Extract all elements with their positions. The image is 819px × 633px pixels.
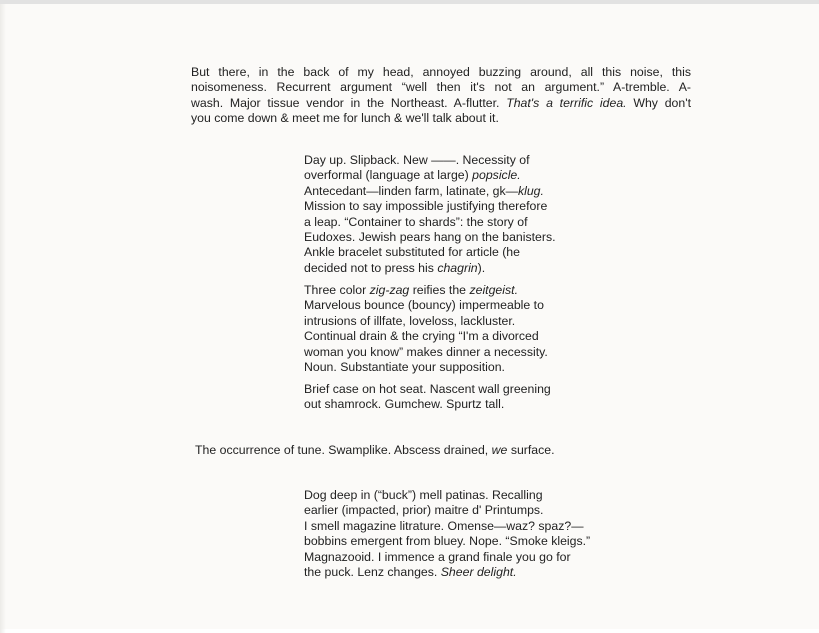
stanza-3 — [304, 382, 644, 413]
italic-word: klug. — [517, 183, 544, 198]
text-line-with-italic — [304, 565, 644, 580]
text-line: intrusions of illfate, loveloss, lackluster. — [304, 313, 516, 328]
text-line: noisomeness. Recurrent argument “well then it's not an argument.” A-tremble. A- — [191, 80, 691, 95]
text-line-with-italic — [304, 184, 644, 199]
text-segment: ). — [477, 260, 486, 275]
text-line: Ankle bracelet substituted for article (he — [304, 245, 520, 260]
text-segment: The occurrence of tune. Swamplike. Abscess drained, — [195, 443, 489, 457]
text-line: woman you know” makes dinner a necessity. — [304, 344, 548, 359]
text-segment: Antecedant—linden farm, latinate, gk— — [304, 183, 518, 198]
paragraph-opening — [191, 65, 691, 127]
text-line: But there, in the back of my head, annoyed buzzing around, all this noise, this — [191, 65, 691, 79]
text-line: Eudoxes. Jewish pears hang on the banisters. — [304, 230, 556, 245]
text-segment: Why don't — [633, 95, 691, 110]
text-line: Continual drain & the crying “I'm a divorced — [304, 329, 539, 344]
italic-word: zeitgeist. — [469, 283, 518, 297]
text-segment: surface. — [510, 443, 555, 457]
text-line: I smell magazine litrature. Omense—waz? spaz?— — [304, 518, 584, 533]
text-line-with-italic — [195, 443, 615, 458]
text-line: Day up. Slipback. New ——. Necessity of — [304, 153, 530, 167]
text-line-with-italic — [304, 283, 644, 298]
stanza-1 — [304, 153, 644, 276]
italic-word: zig-zag — [369, 283, 410, 297]
stanza-2 — [304, 283, 644, 375]
text-segment: overformal (language at large) — [304, 168, 469, 183]
text-segment: Three color — [304, 283, 367, 297]
text-line: out shamrock. Gumchew. Spurtz tall. — [304, 397, 505, 412]
italic-phrase: That's a terrific idea. — [506, 95, 627, 110]
text-line: Magnazooid. I immence a grand finale you go for — [304, 549, 571, 564]
text-segment: decided not to press his — [304, 260, 434, 275]
text-line: Noun. Substantiate your supposition. — [304, 360, 505, 375]
text-line-with-italic — [304, 261, 644, 276]
page-edge-shadow — [0, 4, 6, 633]
text-segment: reifies the — [412, 283, 467, 297]
text-segment: wash. Major tissue vendor in the Northeast. A-flutter. — [191, 95, 500, 110]
text-line: Marvelous bounce (bouncy) impermeable to — [304, 298, 544, 313]
italic-word: chagrin — [437, 260, 478, 275]
text-line: Brief case on hot seat. Nascent wall greening — [304, 382, 551, 396]
italic-word: popsicle. — [472, 168, 521, 183]
text-line: Mission to say impossible justifying therefore — [304, 199, 548, 214]
paragraph-tune — [195, 443, 615, 458]
text-segment: the puck. Lenz changes. — [304, 565, 438, 580]
text-line: you come down & meet me for lunch & we'll talk about it. — [191, 111, 499, 126]
text-line: bobbins emergent from bluey. Nope. “Smoke kleigs.” — [304, 534, 591, 549]
text-line-with-italic — [304, 168, 644, 183]
italic-word: we — [491, 443, 508, 457]
italic-phrase: Sheer delight. — [440, 565, 517, 580]
stanza-4 — [304, 488, 644, 580]
text-line: Dog deep in (“buck”) mell patinas. Recalling — [304, 488, 543, 502]
text-line: a leap. “Container to shards”: the story of — [304, 214, 528, 229]
text-line: earlier (impacted, prior) maitre d' Printumps. — [304, 503, 544, 518]
text-line-with-italic — [191, 96, 691, 111]
